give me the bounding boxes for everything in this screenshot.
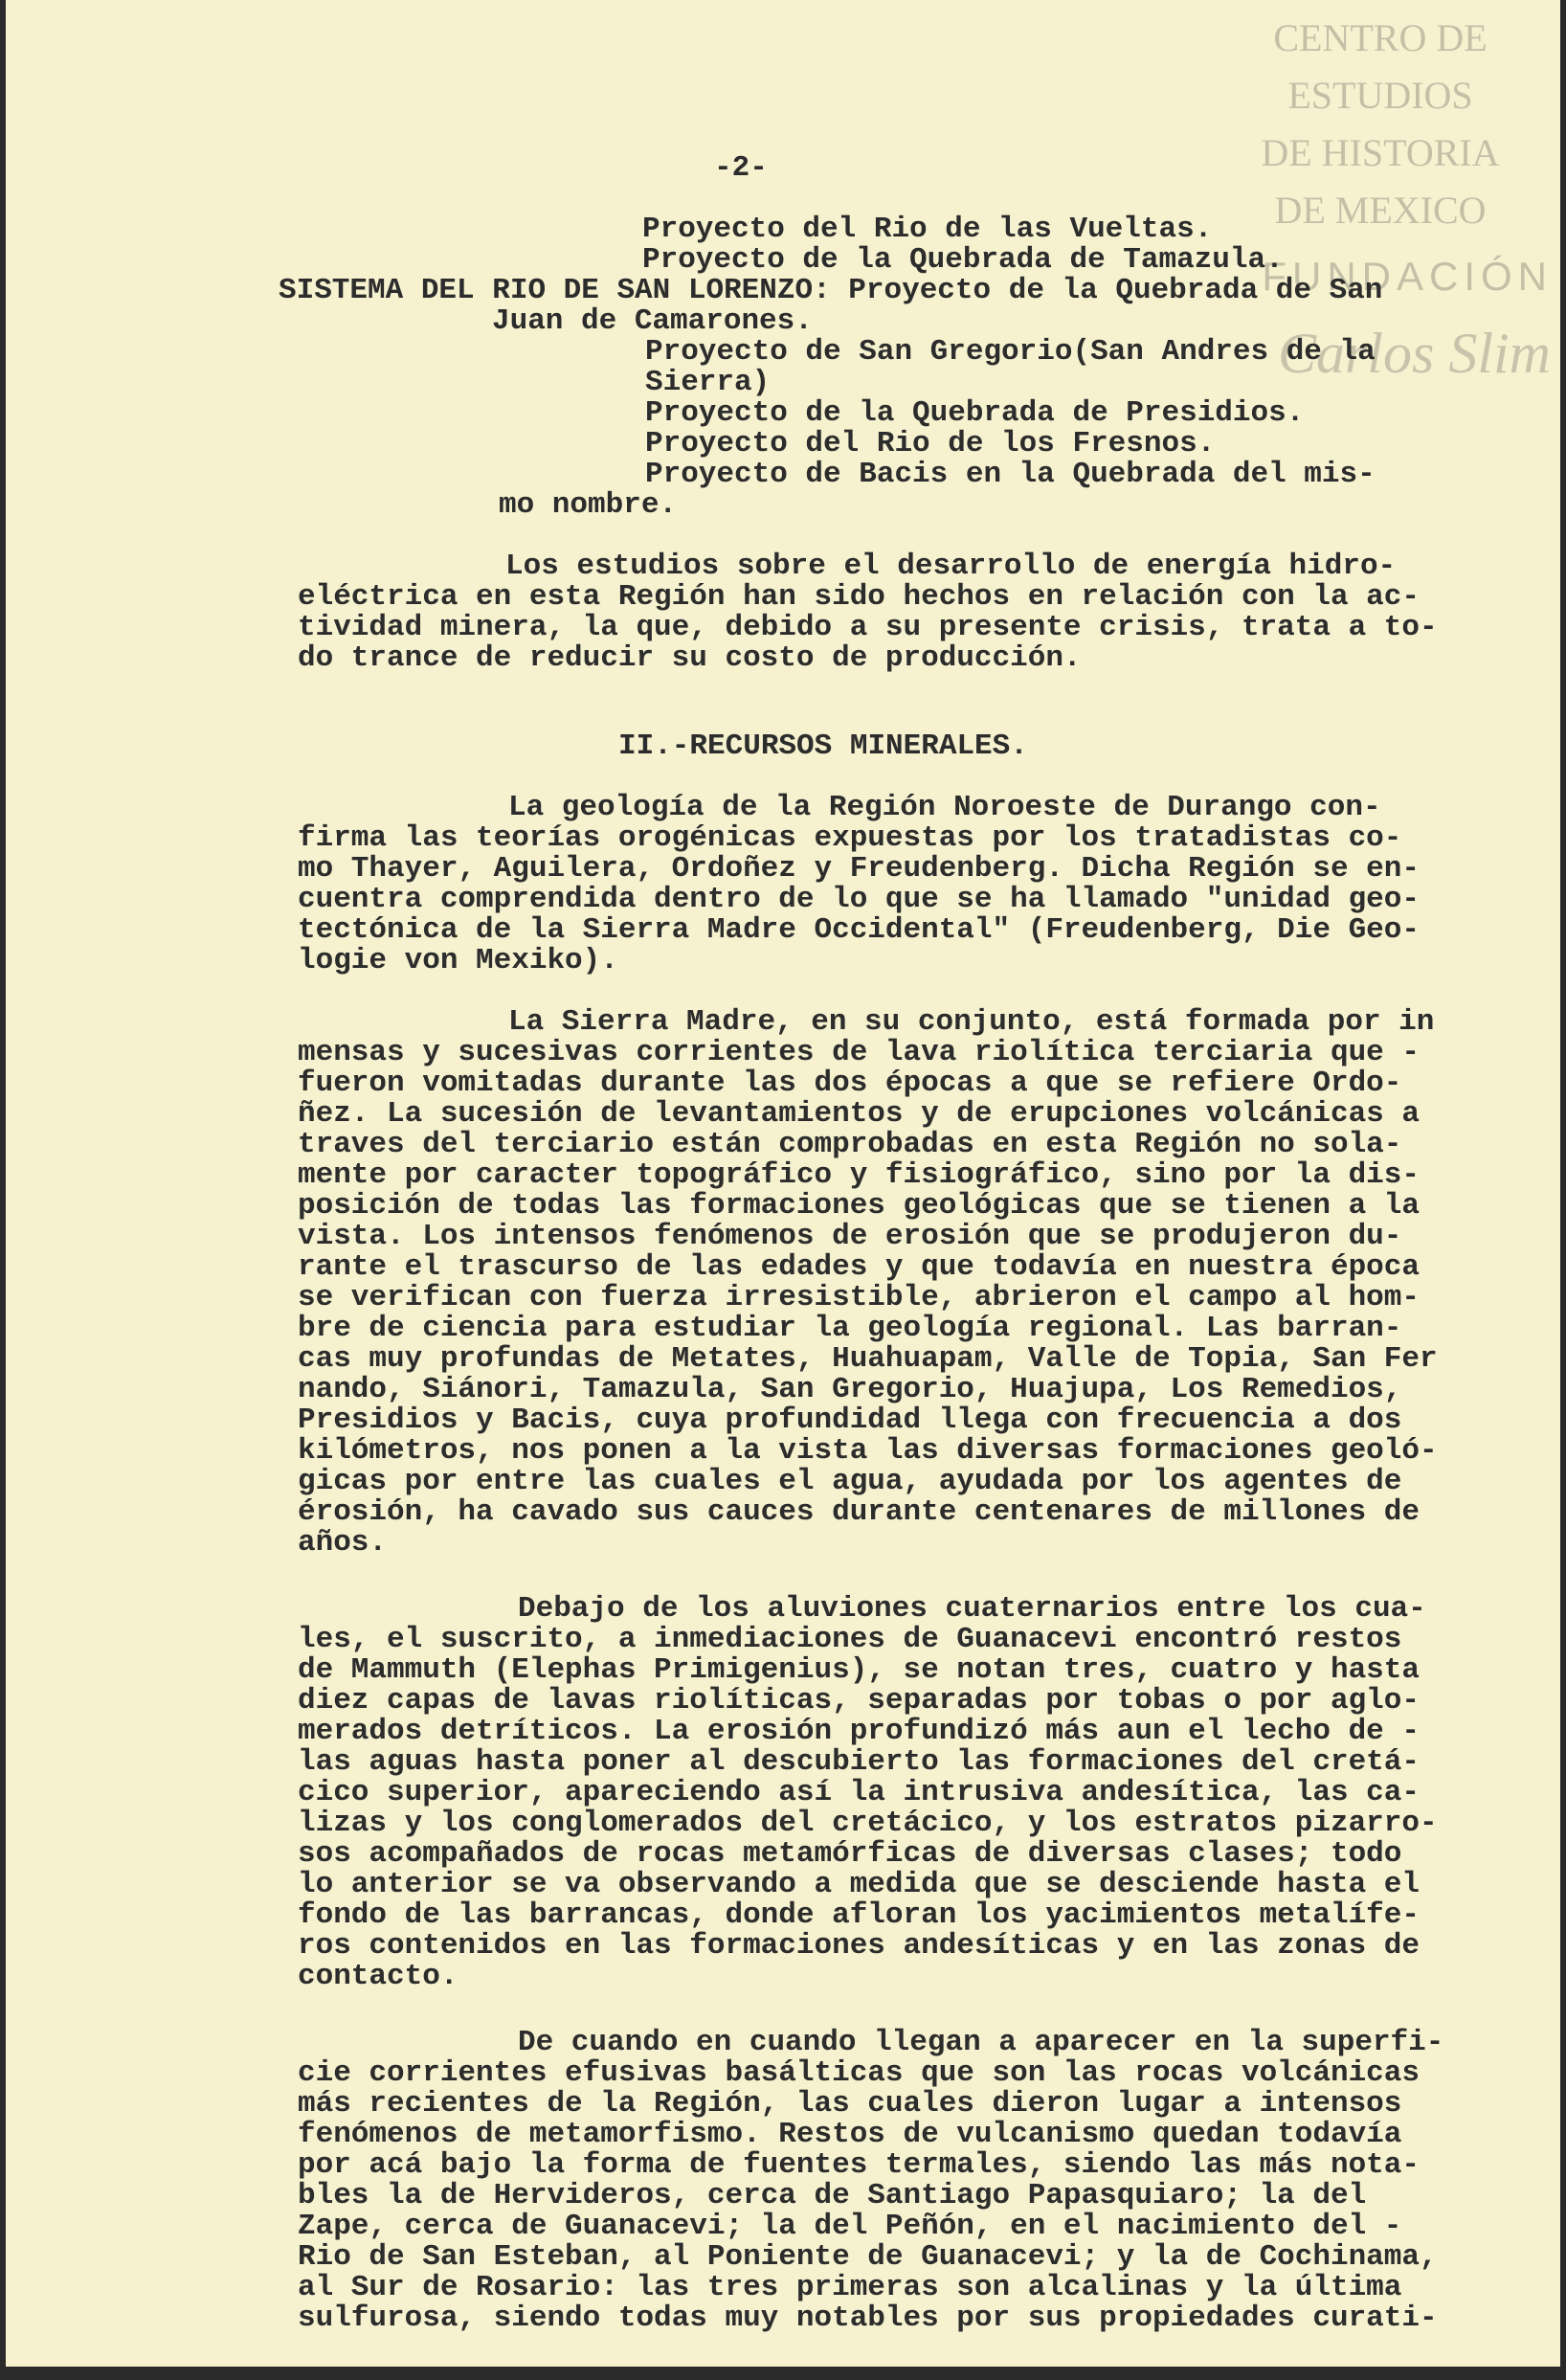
section-heading: II.-RECURSOS MINERALES. bbox=[618, 730, 1028, 763]
paragraph-line: Presidios y Bacis, cuya profundidad llega con frecuencia a dos bbox=[298, 1403, 1402, 1437]
paragraph-line: posición de todas las formaciones geológicas que se tienen a la bbox=[298, 1189, 1420, 1223]
project-line: Proyecto del Rio de las Vueltas. bbox=[642, 213, 1213, 246]
paragraph-line: Rio de San Esteban, al Poniente de Guanacevi; y la de Cochinama, bbox=[298, 2240, 1438, 2274]
project-line: SISTEMA DEL RIO DE SAN LORENZO: Proyecto de la Quebrada de San bbox=[279, 274, 1383, 307]
paragraph-line: les, el suscrito, a inmediaciones de Guanacevi encontró restos bbox=[298, 1623, 1402, 1656]
watermark-line: DE MEXICO bbox=[1274, 189, 1487, 232]
paragraph-line: cas muy profundas de Metates, Huahuapam, Valle de Topia, San Fer bbox=[298, 1342, 1438, 1376]
paragraph-line: cuentra comprendida dentro de lo que se ha llamado "unidad geo- bbox=[298, 883, 1420, 916]
project-line: Proyecto de San Gregorio(San Andres de la bbox=[645, 335, 1376, 369]
fundacion-watermark: FUNDACIÓN bbox=[1262, 254, 1553, 299]
paragraph-line: de Mammuth (Elephas Primigenius), se notan tres, cuatro y hasta bbox=[298, 1653, 1420, 1687]
paragraph-line: más recientes de la Región, las cuales dieron lugar a intensos bbox=[298, 2087, 1402, 2121]
paragraph-line: De cuando en cuando llegan a aparecer en la superfi- bbox=[518, 2026, 1444, 2059]
paragraph-line: al Sur de Rosario: las tres primeras son alcalinas y la última bbox=[298, 2271, 1402, 2304]
page-number: -2- bbox=[714, 151, 768, 185]
paragraph-line: años. bbox=[298, 1526, 388, 1560]
project-line: Proyecto de la Quebrada de Presidios. bbox=[645, 396, 1305, 430]
paragraph-line: cie corrientes efusivas basálticas que son las rocas volcánicas bbox=[298, 2056, 1420, 2090]
project-line: mo nombre. bbox=[499, 488, 678, 522]
project-line: Proyecto de la Quebrada de Tamazula. bbox=[642, 243, 1284, 277]
paragraph-line: fueron vomitadas durante las dos épocas a que se refiere Ordo- bbox=[298, 1067, 1402, 1100]
paragraph-line: merados detríticos. La erosión profundizó más aun el lecho de - bbox=[298, 1715, 1420, 1748]
paragraph-line: Los estudios sobre el desarrollo de energía hidro- bbox=[505, 550, 1397, 583]
paragraph-line: por acá bajo la forma de fuentes termales, siendo las más nota- bbox=[298, 2148, 1420, 2182]
paragraph-line: lo anterior se va observando a medida que se desciende hasta el bbox=[298, 1868, 1420, 1901]
paragraph-line: las aguas hasta poner al descubierto las formaciones del cretá- bbox=[298, 1745, 1420, 1779]
paragraph-line: ros contenidos en las formaciones andesíticas y en las zonas de bbox=[298, 1929, 1420, 1963]
paragraph-line: eléctrica en esta Región han sido hechos en relación con la ac- bbox=[298, 580, 1420, 614]
project-line: Juan de Camarones. bbox=[492, 304, 813, 338]
paragraph-line: fondo de las barrancas, donde afloran los yacimientos metalífe- bbox=[298, 1898, 1420, 1932]
watermark-line: DE HISTORIA bbox=[1261, 131, 1500, 174]
paragraph-line: bre de ciencia para estudiar la geología regional. Las barran- bbox=[298, 1312, 1402, 1345]
paragraph-line: mente por caracter topográfico y fisiográfico, sino por la dis- bbox=[298, 1158, 1420, 1192]
paragraph-line: nando, Siánori, Tamazula, San Gregorio, Huajupa, Los Remedios, bbox=[298, 1373, 1402, 1406]
paragraph-line: traves del terciario están comprobadas en esta Región no sola- bbox=[298, 1128, 1402, 1161]
paragraph-line: mensas y sucesivas corrientes de lava riolítica terciaria que - bbox=[298, 1036, 1420, 1069]
paragraph-line: tividad minera, la que, debido a su presente crisis, trata a to- bbox=[298, 611, 1438, 644]
paragraph-line: rante el trascurso de las edades y que todavía en nuestra época bbox=[298, 1250, 1420, 1284]
project-line: Sierra) bbox=[645, 366, 771, 399]
paragraph-line: do trance de reducir su costo de producción. bbox=[298, 641, 1082, 675]
paragraph-line: fenómenos de metamorfismo. Restos de vulcanismo quedan todavía bbox=[298, 2118, 1402, 2151]
watermark-line: ESTUDIOS bbox=[1287, 74, 1473, 117]
paragraph-line: cico superior, apareciendo así la intrusiva andesítica, las ca- bbox=[298, 1776, 1420, 1809]
paragraph-line: vista. Los intensos fenómenos de erosión que se produjeron du- bbox=[298, 1220, 1402, 1253]
paragraph-line: Debajo de los aluviones cuaternarios entre los cua- bbox=[518, 1592, 1426, 1626]
paragraph-line: La Sierra Madre, en su conjunto, está formada por in bbox=[508, 1005, 1435, 1039]
paragraph-line: sulfurosa, siendo todas muy notables por sus propiedades curati- bbox=[298, 2301, 1438, 2335]
project-line: Proyecto de Bacis en la Quebrada del mis- bbox=[645, 458, 1376, 491]
paragraph-line: sos acompañados de rocas metamórficas de diversas clases; todo bbox=[298, 1837, 1402, 1871]
paragraph-line: ñez. La sucesión de levantamientos y de erupciones volcánicas a bbox=[298, 1097, 1420, 1131]
paragraph-line: lizas y los conglomerados del cretácico, y los estratos pizarro- bbox=[298, 1807, 1438, 1840]
paragraph-line: diez capas de lavas riolíticas, separadas por tobas o por aglo- bbox=[298, 1684, 1420, 1718]
project-line: Proyecto del Rio de los Fresnos. bbox=[645, 427, 1216, 460]
signature-watermark: Carlos Slim bbox=[1277, 322, 1551, 385]
paragraph-line: gicas por entre las cuales el agua, ayudada por los agentes de bbox=[298, 1465, 1402, 1498]
paragraph-line: kilómetros, nos ponen a la vista las diversas formaciones geoló- bbox=[298, 1434, 1438, 1468]
paragraph-line: tectónica de la Sierra Madre Occidental" (Freudenberg, Die Geo- bbox=[298, 913, 1420, 947]
document-page bbox=[6, 0, 1560, 2367]
paragraph-line: logie von Mexiko). bbox=[298, 944, 618, 977]
watermark-line: CENTRO DE bbox=[1273, 16, 1488, 59]
paragraph-line: firma las teorías orogénicas expuestas por los tratadistas co- bbox=[298, 821, 1402, 855]
paragraph-line: La geología de la Región Noroeste de Durango con- bbox=[508, 791, 1381, 824]
paragraph-line: bles la de Hervideros, cerca de Santiago Papasquiaro; la del bbox=[298, 2179, 1367, 2212]
typewritten-text bbox=[6, 0, 1560, 2367]
paragraph-line: Zape, cerca de Guanacevi; la del Peñón, en el nacimiento del - bbox=[298, 2210, 1402, 2243]
paragraph-line: érosión, ha cavado sus cauces durante centenares de millones de bbox=[298, 1495, 1420, 1529]
paragraph-line: contacto. bbox=[298, 1960, 459, 1993]
paragraph-line: se verifican con fuerza irresistible, abrieron el campo al hom- bbox=[298, 1281, 1420, 1314]
paragraph-line: mo Thayer, Aguilera, Ordoñez y Freudenberg. Dicha Región se en- bbox=[298, 852, 1420, 886]
